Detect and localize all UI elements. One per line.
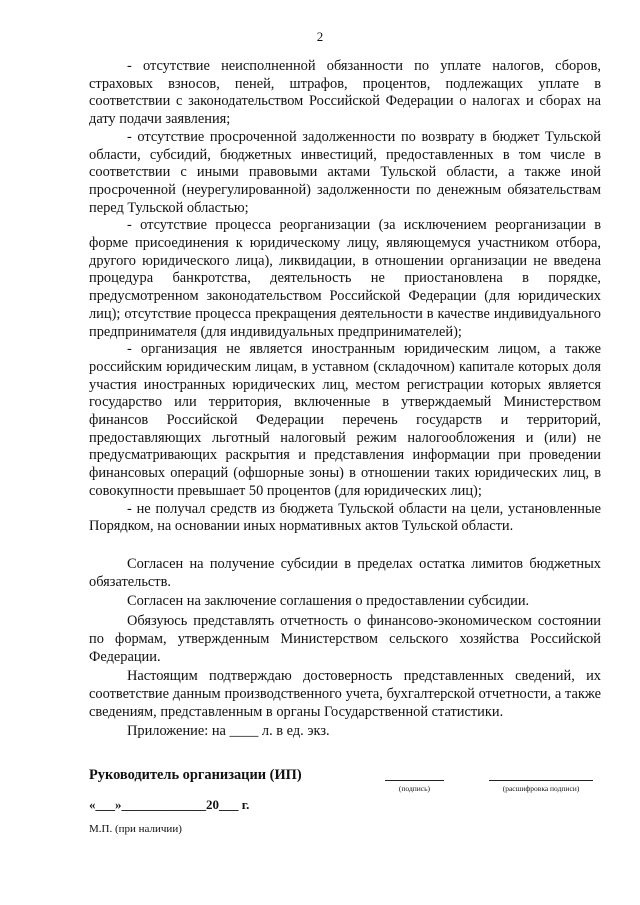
page-number: 2 xyxy=(316,29,324,44)
attachment-line: Приложение: на ____ л. в ед. экз. xyxy=(127,723,330,739)
statement-item: Настоящим подтверждаю достоверность представленных сведений, их соответствие данным производственного учета, бухгалтерской отчетности, а также сведениям, представленным в органы Государственной статистики. xyxy=(89,668,601,720)
head-title: Руководитель организации (ИП) xyxy=(89,767,302,783)
condition-item: - отсутствие просроченной задолженности по возврату в бюджет Тульской области, субсидий, бюджетных инвестиций, предоставленных в том числе в соответствии с иными правовыми актами Тульской области, а также иной просроченной (неурегулированной) задолженности по денежным обязательствам перед Тульской областью; xyxy=(89,128,601,216)
statement-item: Обязуюсь представлять отчетность о финансово-экономическом состоянии по формам, утвержденным Министерством сельского хозяйства Российской Федерации. xyxy=(89,613,601,665)
condition-item: - не получал средств из бюджета Тульской области на цели, установленные Порядком, на основании иных нормативных актов Тульской области. xyxy=(89,500,601,535)
stamp-note: М.П. (при наличии) xyxy=(89,823,182,835)
conditions-list xyxy=(89,58,601,536)
signature-line xyxy=(385,780,444,781)
statement-item: Согласен на заключение соглашения о предоставлении субсидии. xyxy=(127,593,530,610)
statements-list xyxy=(89,556,601,721)
condition-item: - организация не является иностранным юридическим лицом, а также российским юридическим лицам, в уставном (складочном) капитале которых доля участия иностранных юридических лиц, местом регистрации которых является государство или территория, включенные в утверждаемый Министерством финансов Российской Федерации перечень государств и территорий, предоставляющих льготный налоговый режим налогообложения и (или) не предусматривающих раскрытия и представления информации при проведении финансовых операций (офшорные зоны) в отношении таких юридических лиц, в совокупности превышает 50 процентов (для юридических лиц); xyxy=(89,341,601,499)
transcript-caption: (расшифровка подписи) xyxy=(502,784,580,793)
date-line: «___»_____________20___ г. xyxy=(89,797,250,812)
transcript-line xyxy=(489,780,593,781)
condition-item: - отсутствие неисполненной обязанности по уплате налогов, сборов, страховых взносов, пеней, штрафов, процентов, подлежащих уплате в соответствии с законодательством Российской Федерации о налогах и сборах на дату подачи заявления; xyxy=(89,58,601,128)
signature-caption: (подпись) xyxy=(398,784,431,793)
condition-item: - отсутствие процесса реорганизации (за исключением реорганизации в форме присоединения к юридическому лицу, являющемуся участником отбора, другого юридического лица), ликвидации, в отношении организации не введена процедура банкротства, деятельность не приостановлена в порядке, предусмотренном законодательством Российской Федерации (для юридических лиц); отсутствие процесса прекращения деятельности в качестве индивидуального предпринимателя (для индивидуальных предпринимателей); xyxy=(89,217,601,340)
statement-item: Согласен на получение субсидии в пределах остатка лимитов бюджетных обязательств. xyxy=(89,556,601,590)
